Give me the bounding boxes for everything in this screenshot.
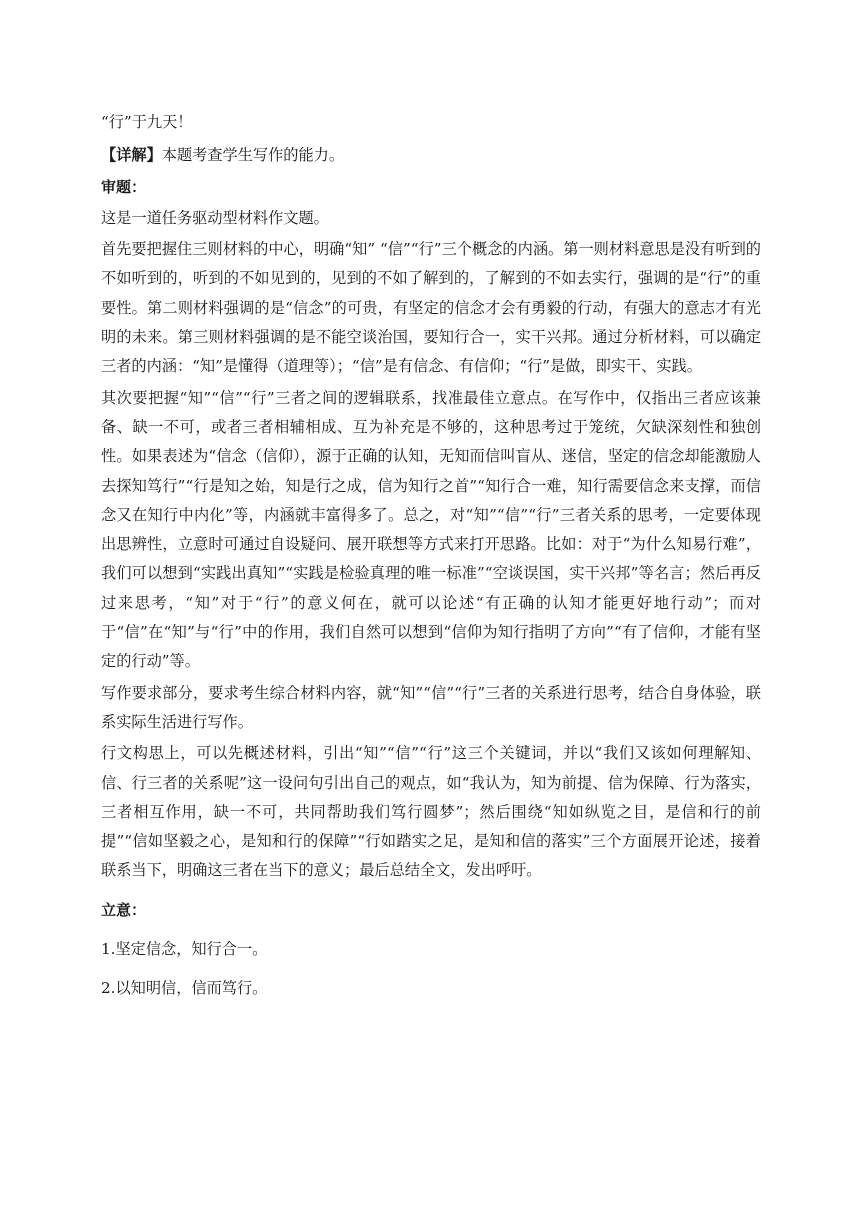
theme-heading: 立意： [101,900,147,919]
opening-line: “行”于九天！ [101,113,193,131]
theme-item-1: 1.坚定信念，知行合一。 [101,940,268,959]
review-paragraph-1: 这是一道任务驱动型材料作文题。 [101,208,329,227]
review-paragraph-4: 写作要求部分，要求考生综合材料内容，就“知”“信”“行”三者的关系进行思考，结合自身体验，联系实际生活进行写作。 [101,683,761,731]
detail-label: 【详解】 [101,146,162,165]
theme-item-2: 2.以知明信，信而笃行。 [101,979,268,998]
review-paragraph-5: 行文构思上，可以先概述材料，引出“知”“信”“行”这三个关键词，并以“我们又该如何理解知、信、行三者的关系呢”这一设问句引出自己的观点，如“我认为，知为前提、信为保障、行为落实，三者相互作用，缺一不可，共同帮助我们笃行圆梦”；然后围绕“知如纵览之目，是信和行的前提”“信如坚毅之心，是知和行的保障”“行如踏实之足，是知和信的落实”三个方面展开论述，接着联系当下，明确这三者在当下的意义；最后总结全文，发出呼吁。 [101,744,761,880]
review-heading: 审题： [101,177,147,196]
detail-paragraph [101,141,761,170]
document-content [101,108,761,1006]
review-paragraph-2: 首先要把握住三则材料的中心，明确“知” “信”“行”三个概念的内涵。第一则材料意思是没有听到的不如听到的，听到的不如见到的，见到的不如了解到的，了解到的不如去实行，强调的是“行”的重要性。第二则材料强调的是“信念”的可贵，有坚定的信念才会有勇毅的行动，有强大的意志才有光明的未来。第三则材料强调的是不能空谈治国，要知行合一，实干兴邦。通过分析材料，可以确定三者的内涵：“知”是懂得（道理等）；“信”是有信念、有信仰；“行”是做，即实干、实践。 [101,240,761,376]
detail-text: 本题考查学生写作的能力。 [161,146,344,165]
review-paragraph-3: 其次要把握“知”“信”“行”三者之间的逻辑联系，找准最佳立意点。在写作中，仅指出三者应该兼备、缺一不可，或者三者相辅相成、互为补充是不够的，这种思考过于笼统，欠缺深刻性和独创性。如果表述为“信念（信仰），源于正确的认知，无知而信叫盲从、迷信，坚定的信念却能激励人去探知笃行”“行是知之始，知是行之成，信为知行之首”“知行合一难，知行需要信念来支撑，而信念又在知行中内化”等，内涵就丰富得多了。总之，对“知”“信”“行”三者关系的思考，一定要体现出思辨性，立意时可通过自设疑问、展开联想等方式来打开思路。比如：对于“为什么知易行难”，我们可以想到“实践出真知”“实践是检验真理的唯一标准”“空谈误国，实干兴邦”等名言；然后再反过来思考，“知”对于“行”的意义何在，就可以论述“有正确的认知才能更好地行动”；而对于“信”在“知”与“行”中的作用，我们自然可以想到“信仰为知行指明了方向”“有了信仰，才能有坚定的行动”等。 [101,388,761,671]
